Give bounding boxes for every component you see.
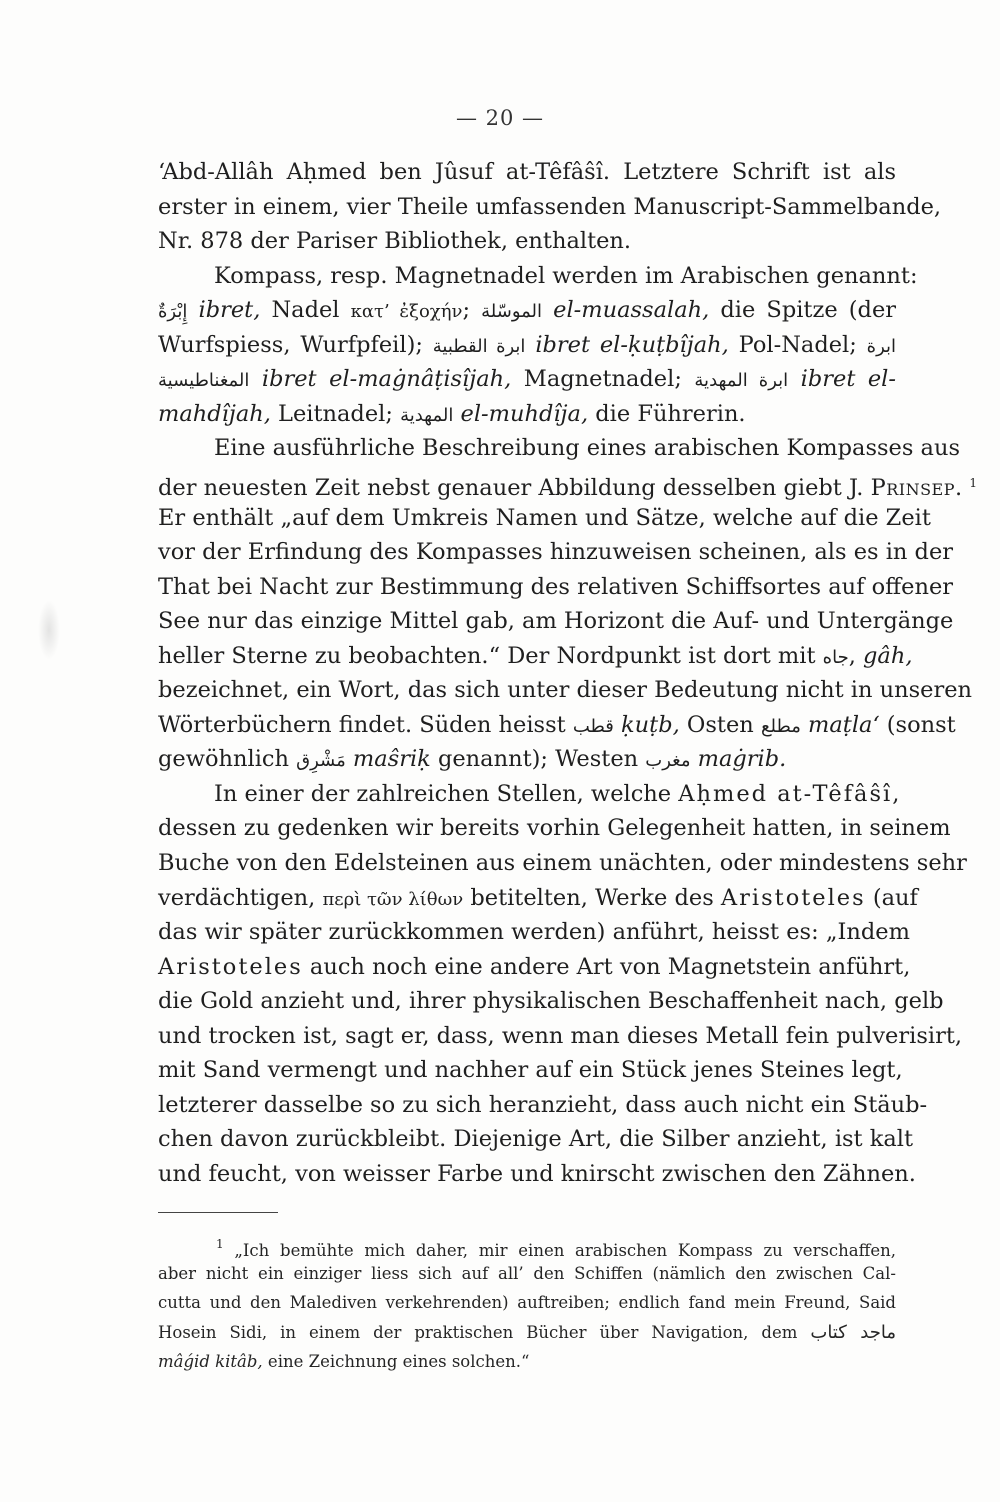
italic-term: ibret el-maġnâṭisîjah, (261, 366, 512, 393)
italic-term: gâh, (863, 642, 913, 669)
italic-term: ibret, (198, 297, 261, 324)
text-line (158, 607, 954, 635)
text-run: die Führerin. (588, 400, 746, 427)
italic-term: el-muassalah, (553, 297, 710, 324)
text-line (158, 193, 942, 221)
text-line (158, 158, 896, 186)
footnote-marker: 1 (216, 1237, 224, 1251)
text-run: erster in einem, vier Theile umfassenden Manuscript-Sammelbande, (158, 193, 942, 220)
footnote-line (158, 1350, 896, 1374)
text-run: verdächtigen, (158, 884, 323, 911)
text-line (158, 849, 967, 877)
text-run (249, 366, 262, 392)
text-run: Kompass, resp. Magnetnadel werden im Arabischen genannt: (214, 262, 918, 289)
arabic-term: جاه (822, 646, 849, 668)
text-run: aber nicht ein einziger liess sich auf all’ den Schiffen (nämlich den zwischen Cal- (158, 1263, 896, 1283)
text-line (158, 1125, 914, 1153)
text-run: Osten (679, 711, 761, 738)
text-run: letzterer dasselbe so zu sich heranzieht, dass auch nicht ein Stäub- (158, 1091, 928, 1118)
italic-term: ibret el- (800, 366, 896, 393)
spaced-name: Aristoteles (720, 884, 866, 911)
spaced-name: Aristoteles (158, 953, 303, 980)
text-line (158, 711, 956, 741)
text-run (690, 746, 697, 772)
arabic-term: المهدية (400, 404, 454, 426)
paper-stain (38, 600, 60, 660)
arabic-term: ابرة المهدية (694, 370, 789, 392)
footnote-line (158, 1262, 896, 1286)
text-run: Wörterbüchern findet. Süden heisst (158, 711, 573, 738)
text-line (214, 262, 918, 290)
arabic-term: ماجد كتاب (810, 1321, 896, 1343)
text-line (158, 227, 896, 255)
text-run: dessen zu gedenken wir bereits vorhin Gelegenheit hatten, in seinem (158, 815, 951, 842)
text-run (801, 712, 808, 738)
text-line (158, 296, 896, 326)
italic-term: maġrib. (697, 746, 787, 773)
arabic-term: ابرة (866, 335, 897, 357)
text-line (158, 331, 896, 361)
text-run: und feucht, von weisser Farbe und knirscht zwischen den Zähnen. (158, 1160, 916, 1187)
text-run: In einer der zahlreichen Stellen, welche (214, 780, 679, 807)
text-line (158, 365, 896, 395)
text-run: mit Sand vermengt und nachher auf ein Stück jenes Steines legt, (158, 1057, 903, 1084)
text-run: heller Sterne zu beobachten.“ Der Nordpunkt ist dort mit (158, 642, 823, 669)
greek-term: περὶ τῶν λίθων (322, 888, 464, 910)
italic-term: maŝriḳ (352, 746, 431, 773)
text-run: eine Zeichnung eines solchen.“ (262, 1352, 530, 1371)
text-run: das wir später zurückkommen werden) anführt, heisst es: „Indem (158, 919, 910, 946)
text-run: die Gold anzieht und, ihrer physikalischen Beschaffenheit nach, gelb (158, 988, 944, 1015)
arabic-term: الموسّلة (481, 301, 543, 323)
text-run: See nur das einzige Mittel gab, am Horizont die Auf- und Untergänge (158, 608, 954, 635)
text-run: Leitnadel; (270, 400, 401, 427)
text-run (788, 366, 801, 392)
text-line (158, 573, 954, 601)
text-line (158, 918, 910, 946)
text-run: und trocken ist, sagt er, dass, wenn man dieses Metall fein pulverisirt, (158, 1022, 963, 1049)
small-caps-name: Prinsep (870, 474, 955, 501)
text-run: ‘Abd-Allâh Aḥmed ben Jûsuf at-Têfâŝî. Letztere Schrift ist als (158, 159, 896, 185)
text-line (158, 469, 977, 502)
text-line (158, 1091, 928, 1119)
spaced-name: Aḥmed at-Têfâŝî, (678, 780, 902, 807)
arabic-term: مطلع (760, 715, 801, 737)
text-run: gewöhnlich (158, 746, 297, 773)
arabic-term: المغناطيسية (158, 370, 250, 392)
page-number: — 20 — (455, 106, 545, 130)
footnote-marker: 1 (969, 475, 977, 490)
text-line (214, 434, 961, 462)
text-run: (sonst (879, 711, 956, 738)
text-run: Hosein Sidi, in einem der praktischen Bücher über Navigation, dem (158, 1322, 811, 1342)
text-run: (auf (865, 884, 918, 911)
text-run (346, 746, 353, 772)
text-line (158, 745, 896, 775)
arabic-term: مغرب (645, 750, 691, 772)
text-run: die Spitze (der (709, 297, 897, 324)
text-line (158, 953, 911, 981)
text-run (542, 297, 553, 323)
text-line (158, 1056, 903, 1084)
text-line (158, 538, 954, 566)
text-run: Buche von den Edelsteinen aus einem unächten, oder mindestens sehr (158, 850, 967, 876)
text-line (158, 1160, 916, 1188)
text-line (158, 1022, 963, 1050)
text-run: auch noch eine andere Art von Magnetstein anführt, (302, 953, 911, 980)
text-line (158, 676, 973, 704)
text-line (158, 504, 931, 532)
text-run: . (955, 474, 970, 501)
text-run: That bei Nacht zur Bestimmung des relativen Schiffsortes auf offener (158, 573, 954, 600)
footnote-divider (158, 1212, 278, 1213)
text-run: genannt); Westen (430, 746, 646, 773)
arabic-term: مَشْرِق (296, 750, 346, 772)
greek-term: κατ’ ἐξοχήν (350, 301, 463, 323)
footnote-line (158, 1291, 896, 1315)
italic-term: mahdîjah, (158, 400, 271, 427)
text-run (614, 712, 621, 738)
arabic-term: ابرة القطبية (432, 335, 526, 357)
text-run: „Ich bemühte mich daher, mir einen arabischen Kompass zu verschaffen, (223, 1241, 896, 1260)
text-run: vor der Erfindung des Kompasses hinzuweisen scheinen, als es in der (158, 539, 954, 566)
italic-term: maṭla‘ (808, 711, 880, 738)
italic-term: ḳuṭb, (621, 711, 680, 738)
text-line (158, 642, 913, 672)
footnote-line (216, 1232, 896, 1263)
italic-term: el-muhdîja, (460, 400, 589, 427)
text-line (214, 780, 902, 808)
arabic-term: إِبْرَةٌ (158, 301, 188, 323)
italic-term: ibret el-ḳuṭbîjah, (535, 331, 729, 358)
text-line (158, 814, 951, 842)
text-run: bezeichnet, ein Wort, das sich unter dieser Bedeutung nicht in unseren (158, 677, 973, 704)
text-run (187, 297, 198, 323)
footnote-line (158, 1321, 896, 1345)
text-run: Magnetnadel; (511, 366, 695, 393)
text-run: Er enthält „auf dem Umkreis Namen und Sätze, welche auf die Zeit (158, 504, 931, 531)
text-run: der neuesten Zeit nebst genauer Abbildung desselben giebt J. (158, 474, 871, 501)
text-line (158, 884, 918, 914)
text-line (158, 400, 896, 430)
text-run: Pol-Nadel; (728, 331, 867, 358)
text-run: cutta und den Malediven verkehrenden) auftreiben; endlich fand mein Freund, Said (158, 1293, 896, 1312)
text-line (158, 987, 944, 1015)
text-run (525, 332, 535, 358)
text-run: ; (462, 297, 482, 324)
text-run (453, 401, 460, 427)
text-run: Wurfspiess, Wurfpfeil); (158, 331, 433, 358)
text-run: Nadel (260, 297, 351, 324)
italic-term: mâǵid kitâb, (158, 1352, 263, 1371)
text-run: , (848, 642, 864, 669)
text-run: Eine ausführliche Beschreibung eines arabischen Kompasses aus (214, 435, 961, 462)
text-run: chen davon zurückbleibt. Diejenige Art, die Silber anzieht, ist kalt (158, 1126, 914, 1153)
text-run: Nr. 878 der Pariser Bibliothek, enthalten. (158, 228, 632, 255)
arabic-term: قطب (572, 715, 614, 737)
text-run: betitelten, Werke des (463, 884, 721, 911)
